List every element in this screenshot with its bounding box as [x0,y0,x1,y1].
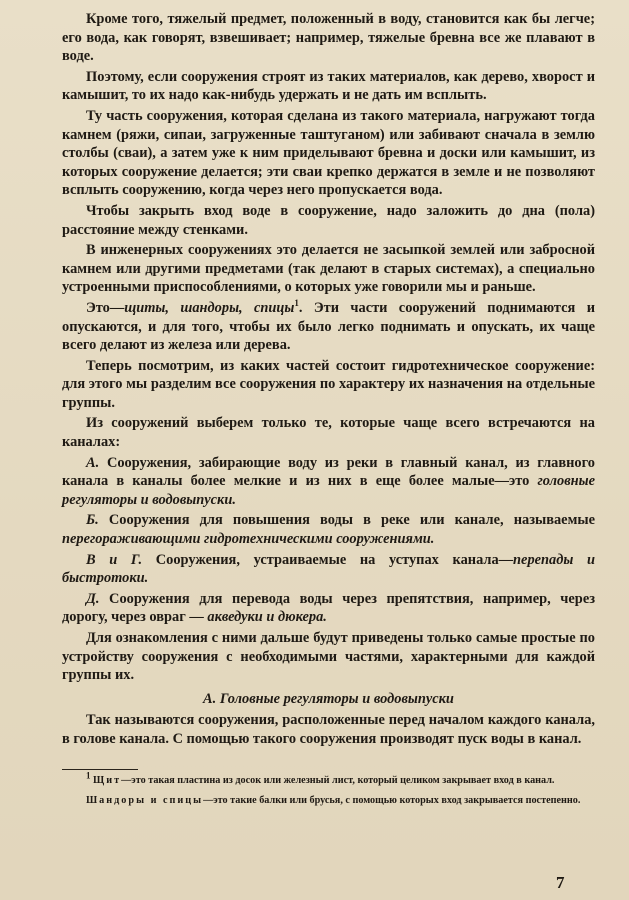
item-a-letter: А. [86,454,100,471]
item-b-italic: перегораживающими гидротехническими сооружениями. [62,531,435,548]
paragraph-7: Теперь посмотрим, из каких частей состоит гидротехническое сооружение: для этого мы разделим все сооружения по характеру их назначения на отдельные группы. [62,357,595,411]
item-b-letter: Б. [86,512,99,529]
item-d [62,590,595,627]
footnote-1-term: Щит [93,774,122,786]
paragraph-9: Для ознакомления с ними дальше будут приведены только самые простые по устройству сооружения с необходимыми частями, характерными для каждой группы их. [62,630,595,684]
item-vg [62,551,595,588]
item-a-text: Сооружения, забирающие воду из реки в главный канал, из главного канала в каналы более мелкие и из них в еще более малые—это [62,454,595,490]
paragraph-6 [62,299,595,355]
footnote-2 [62,794,595,808]
main-text [62,10,595,749]
item-d-text: Сооружения для перевода воды через препятствия, например, через дорогу, через овраг — [62,590,595,626]
footnote-divider [62,769,138,770]
paragraph-8: Из сооружений выберем только те, которые чаще всего встречаются на каналах: [62,415,595,451]
footnote-2-text: —это такие балки или брусья, с помощью которых вход закрывается постепенно. [203,794,581,806]
page-number: 7 [556,873,565,892]
item-d-letter: Д. [86,590,100,607]
paragraph-3: Ту часть сооружения, которая сделана из такого материала, нагружают тогда камнем (ряжи, сипаи, загруженные таштуганом) или забивают сначала в землю столбы (сваи), а затем уже к ним приделывают бревна и доски или камышит, из которых сооружение делается; эти сваи крепко держатся в земле и не позволяют всплыть сооружению, когда через него пропускается вода. [62,107,595,199]
item-a-italic: головные регуляторы и водовыпуски. [62,473,595,508]
paragraph-10: Так называются сооружения, расположенные перед началом каждого канала, в голове канала. С помощью такого сооружения производят пуск воды в канал. [62,712,595,747]
section-heading: А. Головные регуляторы и водовыпуски [203,690,454,707]
footnote-1-mark: 1 [86,770,91,781]
footnotes [62,770,595,808]
paragraph-6-italic: щиты, шандоры, спицы [124,299,295,316]
item-a [62,454,595,510]
footnote-1-text: —это такая пластина из досок или железный лист, который целиком закрывает вход в канал. [121,774,555,786]
paragraph-1: Кроме того, тяжелый предмет, положенный в воду, становится как бы легче; его вода, как говорят, взвешивает; например, тяжелые бревна все же плавают в воде. [62,11,595,65]
footnote-1 [62,770,595,788]
item-vg-letter: В и Г. [86,551,143,568]
paragraph-5: В инженерных сооружениях это делается не засыпкой землей или забросной камнем или другими предметами (так делают в старых системах), а специально устроенными приспособлениями, о которых уже говорили мы и раньше. [62,242,595,296]
item-b-text: Сооружения для повышения воды в реке или канале, называемые [98,512,595,529]
paragraph-4: Чтобы закрыть вход воде в сооружение, надо заложить до дна (пола) расстояние между стенками. [62,202,595,238]
footnote-2-term: Шандоры и спицы [86,794,204,806]
paragraph-2: Поэтому, если сооружения строят из таких материалов, как дерево, хворост и камышит, то их надо как-нибудь удержать и не дать им всплыть. [62,68,595,104]
footnote-ref-1: 1 [294,298,299,309]
item-b [62,511,595,548]
item-vg-italic: перепады и быстротоки. [62,551,595,587]
paragraph-6-end: . Эти части сооружений поднимаются и опускаются, и для того, чтобы их было легко поднимать и опускать, их чаще всего делают из железа или дерева. [62,299,596,354]
item-vg-text: Сооружения, устраиваемые на уступах канала— [142,551,514,568]
paragraph-6-start: Это— [86,299,125,316]
item-d-italic: акведуки и дюкера. [207,609,327,626]
